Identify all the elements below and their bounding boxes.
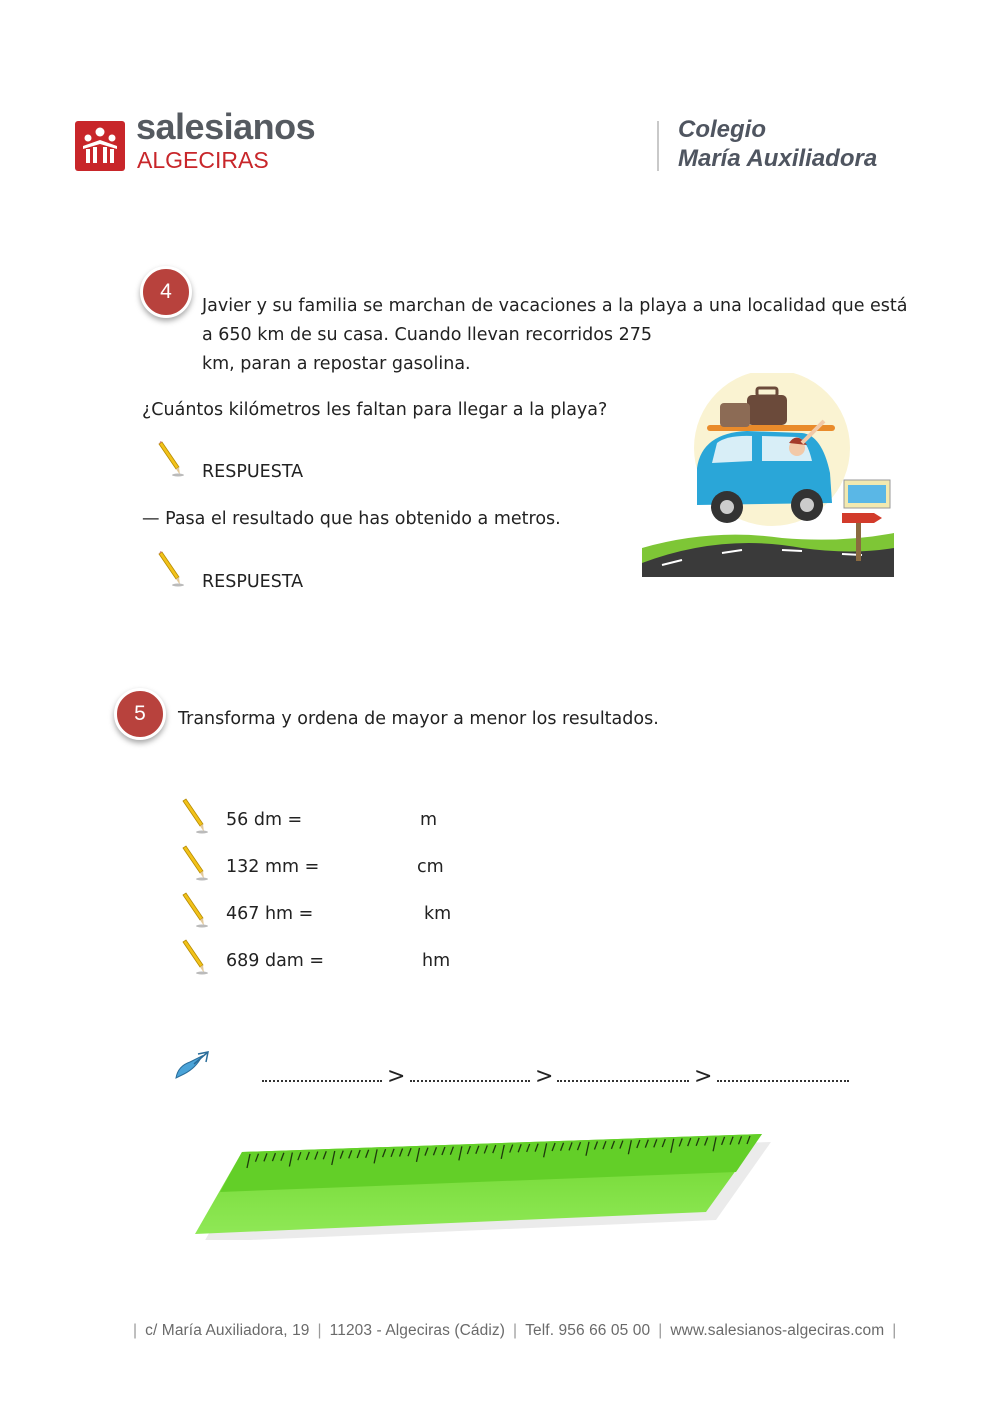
greater-than-symbol: >	[535, 1064, 554, 1089]
brand-city: ALGECIRAS	[137, 147, 269, 173]
exercise-4-question: ¿Cuántos kilómetros les faltan para llegar a la playa?	[142, 400, 608, 420]
header-divider	[657, 121, 659, 171]
pencil-icon	[180, 845, 210, 881]
conversion-row	[180, 939, 480, 979]
school-name-line2: María Auxiliadora	[678, 145, 878, 172]
conversion-target-unit: hm	[422, 951, 451, 971]
footer-separator: |	[133, 1322, 138, 1339]
writing-quill-icon	[172, 1050, 212, 1082]
conversion-target-unit: m	[420, 810, 438, 830]
footer-address: c/ María Auxiliadora, 19	[145, 1322, 310, 1339]
answer-blank-2[interactable]	[410, 1080, 530, 1082]
footer	[125, 1322, 904, 1340]
greater-than-symbol: >	[387, 1064, 406, 1089]
footer-separator: |	[658, 1322, 663, 1339]
footer-phone: Telf. 956 66 05 00	[525, 1322, 651, 1339]
conversion-target-unit: km	[424, 904, 452, 924]
pencil-icon	[180, 798, 210, 834]
exercise-4-text-line1: Javier y su familia se marchan de vacaciones a la playa a una localidad que está	[202, 296, 908, 316]
answer-2-label: RESPUESTA	[202, 572, 304, 592]
answer-blank-1[interactable]	[262, 1080, 382, 1082]
footer-separator: |	[892, 1322, 897, 1339]
green-ruler-illustration	[190, 1128, 780, 1240]
answer-blank-4[interactable]	[717, 1080, 849, 1082]
footer-separator: |	[317, 1322, 322, 1339]
conversion-row	[180, 798, 480, 838]
conversion-expression: 132 mm =	[226, 857, 320, 877]
conversion-target-unit: cm	[417, 857, 444, 877]
school-name-line1: Colegio	[678, 116, 766, 143]
pencil-icon	[180, 892, 210, 928]
conversion-expression: 467 hm =	[226, 904, 314, 924]
footer-website[interactable]: www.salesianos-algeciras.com	[670, 1322, 885, 1339]
exercise-4-badge: 4	[140, 266, 192, 318]
greater-than-symbol: >	[694, 1064, 713, 1089]
footer-separator: |	[513, 1322, 518, 1339]
conversion-expression: 56 dm =	[226, 810, 303, 830]
answer-1-label: RESPUESTA	[202, 462, 304, 482]
exercise-5-instruction: Transforma y ordena de mayor a menor los resultados.	[178, 709, 659, 729]
conversion-row	[180, 845, 480, 885]
conversion-expression: 689 dam =	[226, 951, 325, 971]
exercise-4-text-line3: km, paran a repostar gasolina.	[202, 354, 471, 374]
exercise-4-subquestion: — Pasa el resultado que has obtenido a metros.	[142, 509, 561, 529]
pencil-icon	[156, 441, 186, 477]
brand-name: salesianos	[136, 106, 316, 147]
school-logo-icon	[75, 121, 125, 171]
footer-postal: 11203 - Algeciras (Cádiz)	[329, 1322, 506, 1339]
exercise-5-badge: 5	[114, 688, 166, 740]
pencil-icon	[180, 939, 210, 975]
conversion-row	[180, 892, 480, 932]
school-name	[678, 115, 877, 173]
exercise-4-text-line2: a 650 km de su casa. Cuando llevan recorridos 275	[202, 325, 652, 345]
pencil-icon	[156, 551, 186, 587]
answer-blank-3[interactable]	[557, 1080, 689, 1082]
car-trip-illustration	[642, 373, 894, 577]
